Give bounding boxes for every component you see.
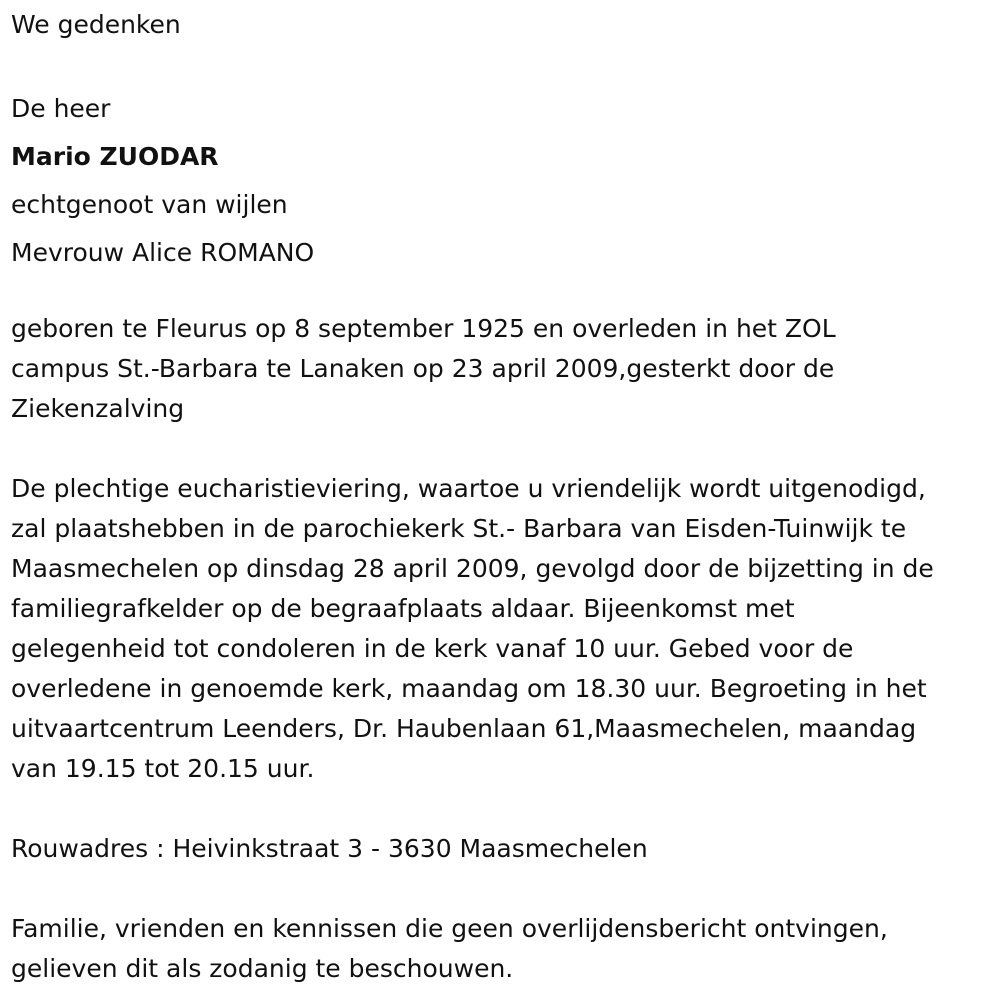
paragraph-line: overledene in genoemde kerk, maandag om 18.30 uur. Begroeting in het xyxy=(11,674,927,703)
spacer xyxy=(11,277,996,309)
spouse-name: Mevrouw Alice ROMANO xyxy=(11,238,315,267)
deceased-name: Mario ZUODAR xyxy=(11,142,219,171)
spacer xyxy=(11,429,996,469)
paragraph-line: Familie, vrienden en kennissen die geen overlijdensbericht ontvingen, xyxy=(11,914,888,943)
paragraph-line: zal plaatshebben in de parochiekerk St.- Barbara van Eisden-Tuinwijk te xyxy=(11,514,907,543)
obituary-notice xyxy=(11,0,996,989)
paragraph-line: geboren te Fleurus op 8 september 1925 en overleden in het ZOL xyxy=(11,314,836,343)
paragraph-line: familiegrafkelder op de begraafplaats aldaar. Bijeenkomst met xyxy=(11,594,795,623)
paragraph-line: campus St.-Barbara te Lanaken op 23 april 2009,gesterkt door de xyxy=(11,354,835,383)
closing-paragraph xyxy=(11,909,996,989)
mourning-address: Rouwadres : Heivinkstraat 3 - 3630 Maasmechelen xyxy=(11,834,648,863)
paragraph-line: Maasmechelen op dinsdag 28 april 2009, gevolgd door de bijzetting in de xyxy=(11,554,934,583)
paragraph-line: De plechtige eucharistieviering, waartoe u vriendelijk wordt uitgenodigd, xyxy=(11,474,926,503)
birth-death-paragraph xyxy=(11,309,996,429)
salutation-text: De heer xyxy=(11,94,111,123)
paragraph-line: van 19.15 tot 20.15 uur. xyxy=(11,754,315,783)
paragraph-line: gelieven dit als zodanig te beschouwen. xyxy=(11,954,514,983)
spacer xyxy=(11,789,996,829)
relation-text: echtgenoot van wijlen xyxy=(11,190,288,219)
paragraph-line: Ziekenzalving xyxy=(11,394,185,423)
paragraph-line: uitvaartcentrum Leenders, Dr. Haubenlaan 61,Maasmechelen, maandag xyxy=(11,714,917,743)
spacer xyxy=(11,869,996,909)
paragraph-line: gelegenheid tot condoleren in de kerk vanaf 10 uur. Gebed voor de xyxy=(11,634,854,663)
intro-text: We gedenken xyxy=(11,10,181,39)
spacer xyxy=(11,45,996,85)
ceremony-paragraph xyxy=(11,469,996,789)
